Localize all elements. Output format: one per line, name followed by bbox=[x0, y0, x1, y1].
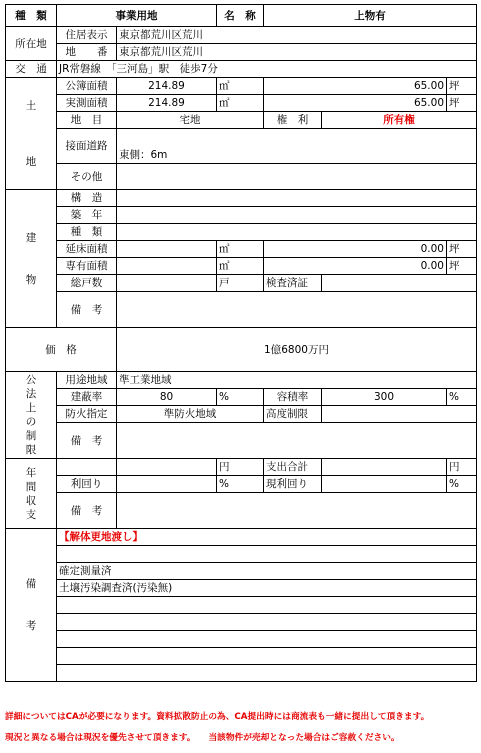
public-area-tsubo-unit: 坪 bbox=[447, 78, 477, 95]
rights-value: 所有権 bbox=[322, 112, 477, 129]
age-label: 築 年 bbox=[57, 207, 117, 224]
public-area-unit: ㎡ bbox=[217, 78, 264, 95]
far-value: 300 bbox=[322, 389, 447, 406]
legal-label-char: 公 bbox=[25, 374, 37, 386]
building-kind-value bbox=[117, 224, 477, 241]
remarks-line bbox=[57, 665, 477, 682]
remarks-line bbox=[57, 648, 477, 665]
coverage-unit: % bbox=[217, 389, 264, 406]
legal-notes-value bbox=[117, 423, 477, 442]
remarks-line bbox=[57, 597, 477, 614]
type-value: 事業用地 bbox=[57, 5, 217, 27]
remarks-line bbox=[57, 546, 477, 563]
income-notes-value-2 bbox=[117, 512, 477, 529]
private-area-unit: ㎡ bbox=[217, 258, 264, 275]
income-value bbox=[117, 459, 217, 476]
building-label-top: 建 bbox=[25, 231, 37, 244]
rights-label: 権 利 bbox=[264, 112, 322, 129]
units-value bbox=[117, 275, 217, 292]
private-area-tsubo-unit: 坪 bbox=[447, 258, 477, 275]
land-other-value bbox=[117, 164, 477, 190]
land-category-value: 宅地 bbox=[117, 112, 264, 129]
income-notes-value bbox=[117, 493, 477, 512]
inspection-label: 検査済証 bbox=[264, 275, 322, 292]
measured-area-unit: ㎡ bbox=[217, 95, 264, 112]
building-label-bottom: 物 bbox=[25, 273, 37, 286]
floor-area-tsubo: 0.00 bbox=[264, 241, 447, 258]
road-label: 接面道路 bbox=[57, 129, 117, 164]
private-area-tsubo: 0.00 bbox=[264, 258, 447, 275]
name-label: 名 称 bbox=[217, 5, 264, 27]
remarks-line: 土壌汚染調査済(汚染無) bbox=[57, 580, 477, 597]
footer-note-1: 詳細についてはCAが必要になります。資料拡散防止の為、CA提出時には商流表も一緒に提出して頂きます。 bbox=[5, 712, 430, 722]
income-yen-unit: 円 bbox=[217, 459, 264, 476]
footer-note-2: 現況と異なる場合は現況を優先させて頂きます。 当該物件が売却となった場合はご容赦ください。 bbox=[5, 733, 400, 743]
income-label-char: 収 bbox=[25, 494, 37, 507]
address-value: 東京都荒川区荒川 bbox=[117, 27, 477, 44]
legal-label-char: 法 bbox=[25, 388, 37, 400]
building-notes-value-2 bbox=[117, 311, 477, 328]
inspection-value bbox=[322, 275, 477, 292]
building-notes-value bbox=[117, 292, 477, 311]
fire-value: 準防火地域 bbox=[117, 406, 264, 423]
zoning-value: 準工業地域 bbox=[117, 372, 477, 389]
land-category-label: 地 目 bbox=[57, 112, 117, 129]
type-label: 種 類 bbox=[6, 5, 57, 27]
remarks-line: 確定測量済 bbox=[57, 563, 477, 580]
coverage-value: 80 bbox=[117, 389, 217, 406]
transport-label: 交 通 bbox=[6, 61, 57, 78]
location-label: 所在地 bbox=[6, 27, 57, 61]
building-kind-label: 種 類 bbox=[57, 224, 117, 241]
building-section-label bbox=[6, 190, 57, 328]
income-notes-label: 備 考 bbox=[57, 493, 117, 529]
legal-notes-value-2 bbox=[117, 442, 477, 459]
land-section-label bbox=[6, 78, 57, 190]
current-yield-label: 現利回り bbox=[264, 476, 322, 493]
legal-label-char: 制 bbox=[25, 430, 37, 442]
building-notes-label: 備 考 bbox=[57, 292, 117, 328]
floor-area-unit: ㎡ bbox=[217, 241, 264, 258]
far-label: 容積率 bbox=[264, 389, 322, 406]
legal-section-label bbox=[6, 372, 57, 459]
lot-value: 東京都荒川区荒川 bbox=[117, 44, 477, 61]
transport-value: JR常磐線 「三河島」駅 徒歩7分 bbox=[57, 61, 477, 78]
current-yield-unit: % bbox=[447, 476, 477, 493]
coverage-label: 建蔽率 bbox=[57, 389, 117, 406]
height-value bbox=[322, 406, 477, 423]
yield-unit: % bbox=[217, 476, 264, 493]
road-value: 東側：6m bbox=[117, 148, 477, 164]
income-blank-label bbox=[57, 459, 117, 476]
current-yield-value bbox=[322, 476, 447, 493]
legal-notes-label: 備 考 bbox=[57, 423, 117, 459]
remarks-line bbox=[57, 614, 477, 631]
units-unit: 戸 bbox=[217, 275, 264, 292]
road-blank bbox=[117, 129, 477, 148]
age-value bbox=[117, 207, 477, 224]
lot-label: 地 番 bbox=[57, 44, 117, 61]
zoning-label: 用途地域 bbox=[57, 372, 117, 389]
land-label-top: 土 bbox=[25, 99, 37, 112]
floor-area-tsubo-unit: 坪 bbox=[447, 241, 477, 258]
floor-area-value bbox=[117, 241, 217, 258]
remarks-line: 【解体更地渡し】 bbox=[57, 529, 477, 546]
structure-label: 構 造 bbox=[57, 190, 117, 207]
remarks-line bbox=[57, 631, 477, 648]
land-other-label: その他 bbox=[57, 164, 117, 190]
legal-label-char: 上 bbox=[25, 402, 37, 414]
yield-value bbox=[117, 476, 217, 493]
land-label-bottom: 地 bbox=[25, 155, 37, 168]
structure-value bbox=[117, 190, 477, 207]
private-area-label: 専有面積 bbox=[57, 258, 117, 275]
expense-value bbox=[322, 459, 447, 476]
private-area-value bbox=[117, 258, 217, 275]
remarks-section-label bbox=[6, 529, 57, 682]
floor-area-label: 延床面積 bbox=[57, 241, 117, 258]
price-value: 1億6800万円 bbox=[117, 328, 477, 372]
remarks-label-top: 備 bbox=[25, 578, 37, 590]
remarks-label-bottom: 考 bbox=[25, 620, 37, 632]
units-label: 総戸数 bbox=[57, 275, 117, 292]
public-area-value: 214.89 bbox=[117, 78, 217, 95]
yield-label: 利回り bbox=[57, 476, 117, 493]
height-label: 高度制限 bbox=[264, 406, 322, 423]
name-value: 上物有 bbox=[264, 5, 477, 27]
public-area-tsubo: 65.00 bbox=[264, 78, 447, 95]
legal-label-char: 限 bbox=[25, 444, 37, 456]
measured-area-label: 実測面積 bbox=[57, 95, 117, 112]
public-area-label: 公簿面積 bbox=[57, 78, 117, 95]
income-label-char: 支 bbox=[25, 508, 37, 521]
measured-area-tsubo-unit: 坪 bbox=[447, 95, 477, 112]
fire-label: 防火指定 bbox=[57, 406, 117, 423]
address-label: 住居表示 bbox=[57, 27, 117, 44]
measured-area-tsubo: 65.00 bbox=[264, 95, 447, 112]
income-section-label bbox=[6, 459, 57, 529]
property-table bbox=[5, 4, 477, 682]
expense-label: 支出合計 bbox=[264, 459, 322, 476]
price-label: 価 格 bbox=[6, 328, 117, 372]
expense-unit: 円 bbox=[447, 459, 477, 476]
measured-area-value: 214.89 bbox=[117, 95, 217, 112]
income-label-char: 間 bbox=[25, 480, 37, 493]
far-unit: % bbox=[447, 389, 477, 406]
income-label-char: 年 bbox=[25, 466, 37, 479]
legal-label-char: の bbox=[25, 416, 37, 428]
